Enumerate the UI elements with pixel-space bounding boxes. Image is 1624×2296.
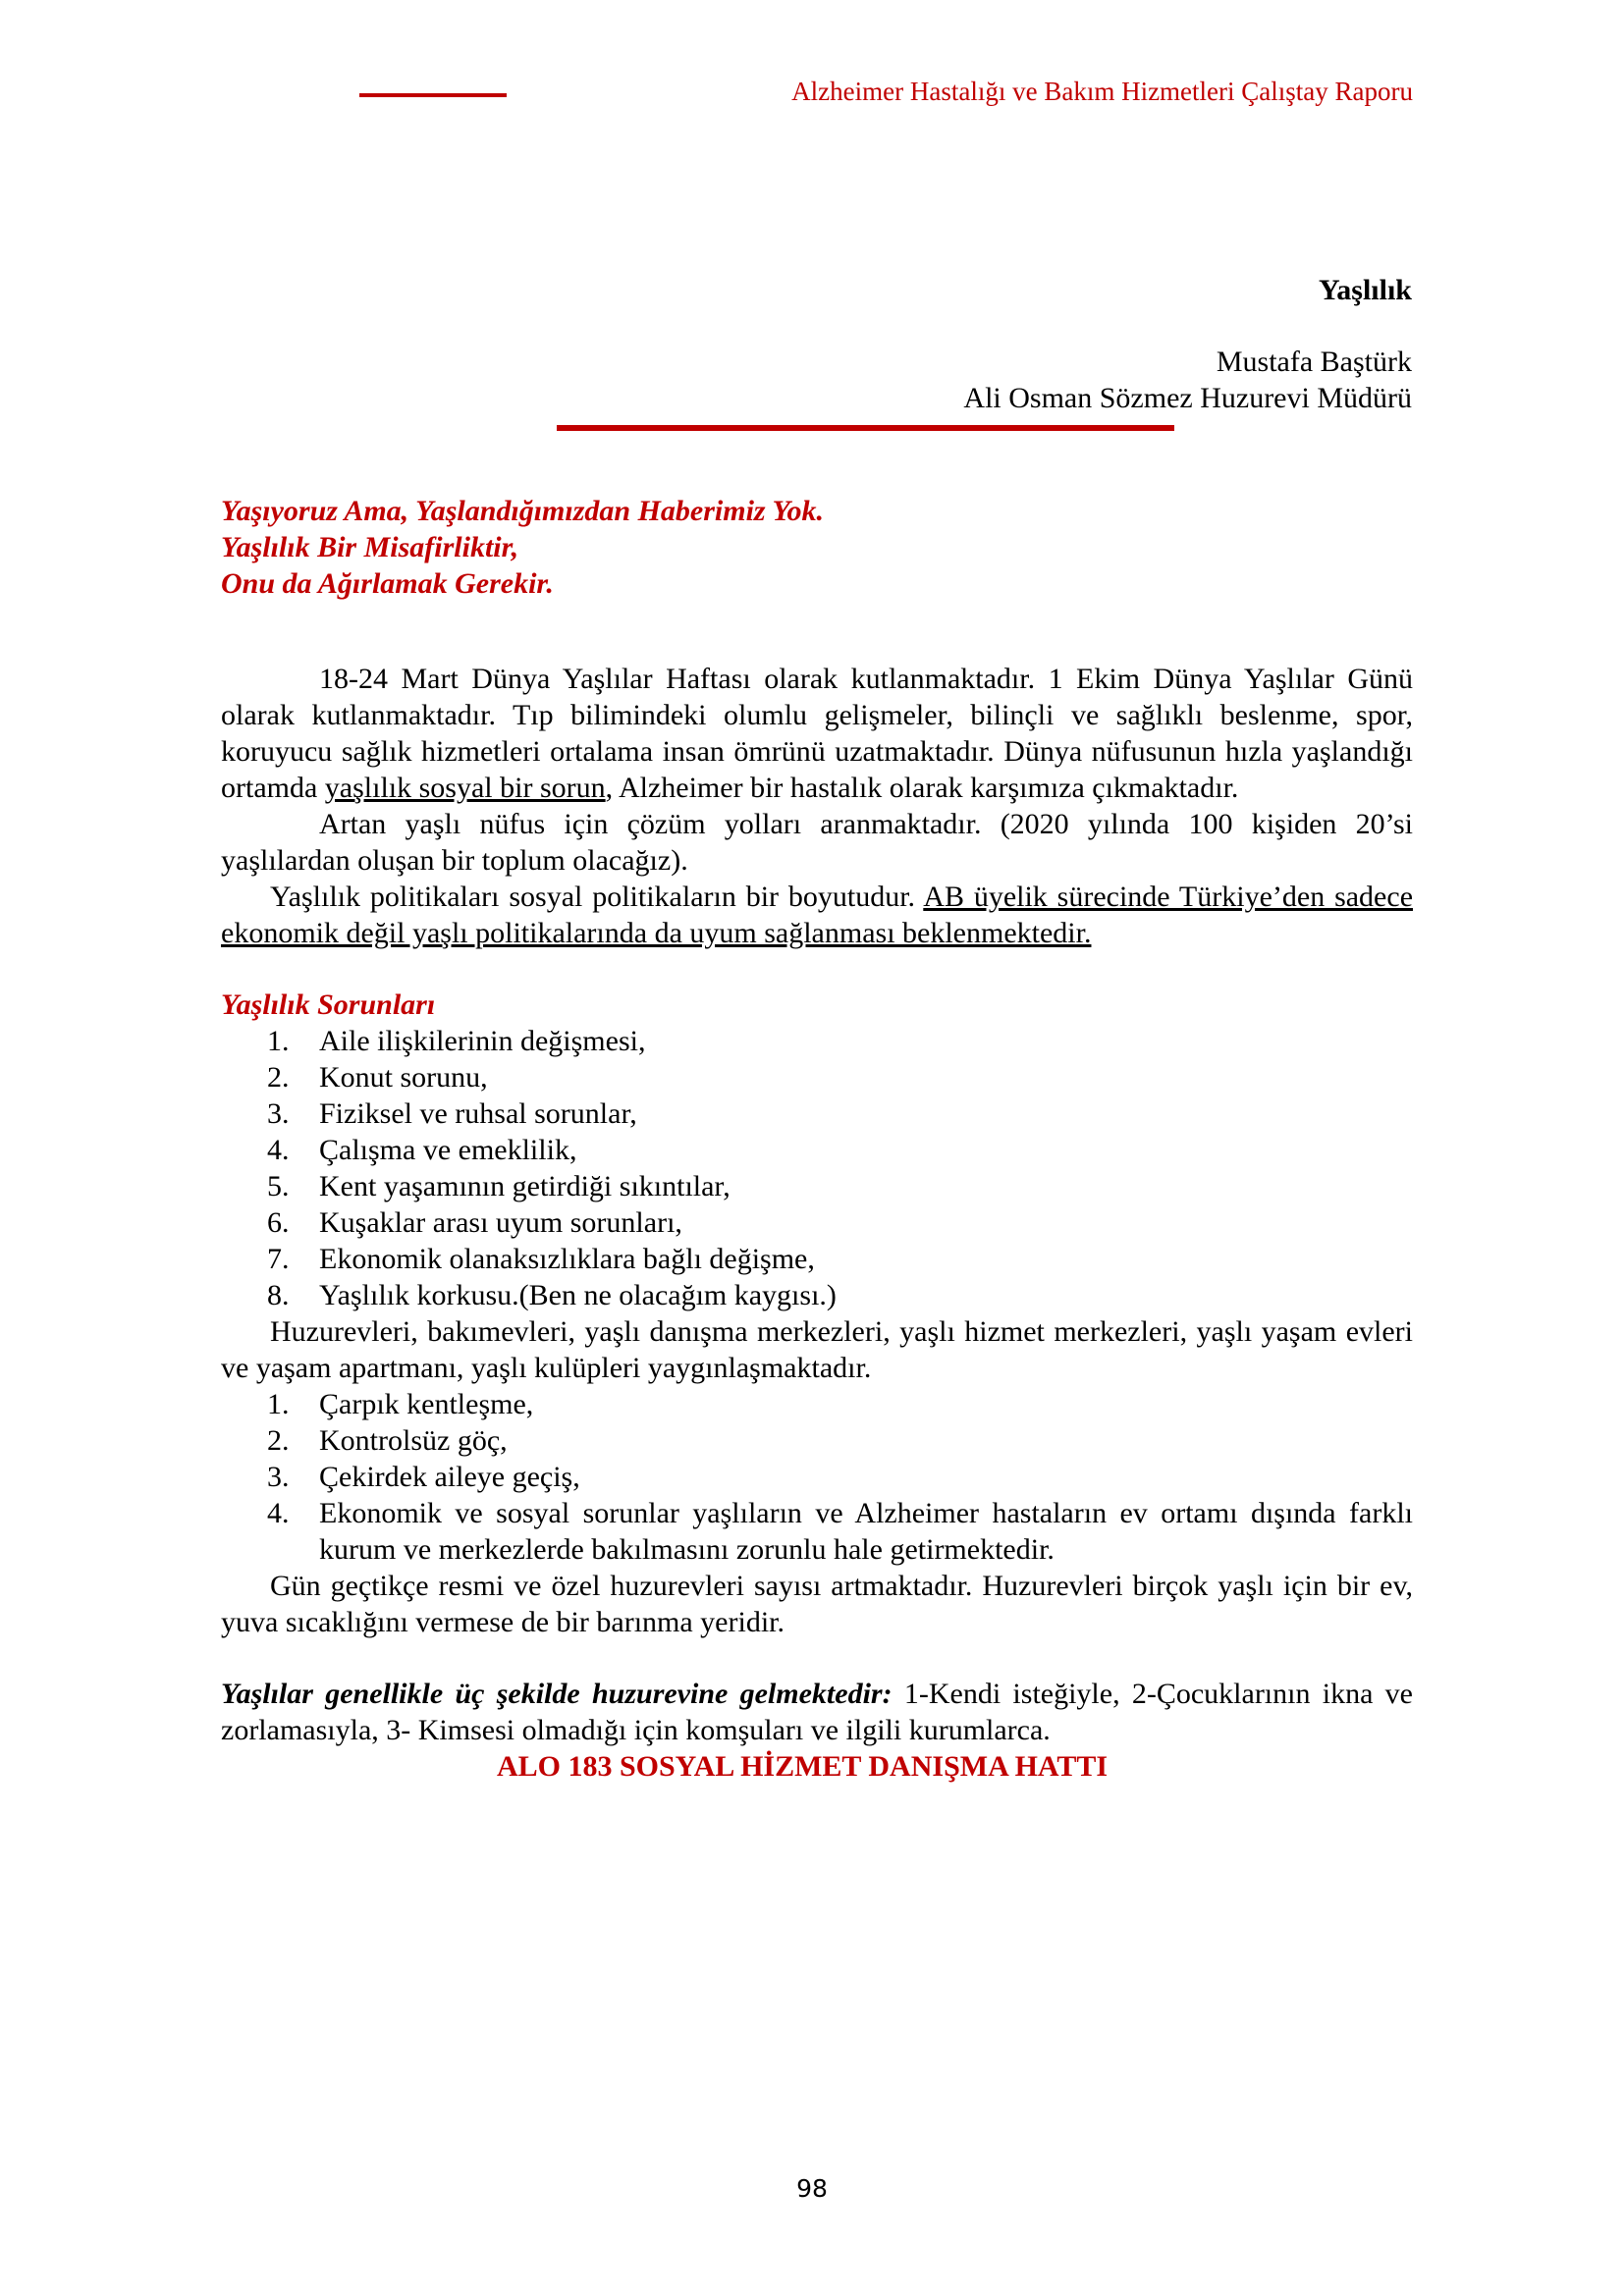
list-text: Çalışma ve emeklilik, (319, 1134, 577, 1166)
list-text: Kontrolsüz göç, (319, 1424, 508, 1457)
hotline: ALO 183 SOSYAL HİZMET DANIŞMA HATTI (496, 1750, 1109, 1783)
paragraph (221, 661, 1413, 806)
list-item (221, 1095, 1413, 1132)
problems-heading: Yaşlılık Sorunları (221, 988, 436, 1021)
list-number: 2. (267, 1061, 290, 1094)
paragraph: Artan yaşlı nüfus için çözüm yolları aranmaktadır. (2020 yılında 100 kişiden 20’si yaşlılardan oluşan bir toplum olacağız). (221, 808, 1413, 877)
paragraph-text: 18-24 Mart Dünya Yaşlılar Haftası olarak kutlanmaktadır. 1 Ekim Dünya Yaşlılar Günü olarak kutlanmaktadır. Tıp bilimindeki olumlu gelişmeler, bilinçli ve sağlıklı beslenme, spor, koruyucu sağlık hizmetleri ortalama insan ömrünü uzatmaktadır. Dünya nüfusunun hızla yaşlandığı ortamda (221, 663, 1413, 804)
running-header: Alzheimer Hastalığı ve Bakım Hizmetleri Çalıştay Raporu (791, 77, 1413, 106)
section-title: Yaşlılık (1318, 274, 1412, 306)
emphasis-text: Yaşlılar genellikle üç şekilde huzurevine gelmektedir: (221, 1678, 893, 1710)
list-item (221, 1059, 1413, 1095)
list-number: 5. (267, 1170, 290, 1202)
list-number: 3. (267, 1097, 290, 1130)
author-block (963, 344, 1412, 416)
list-item (221, 1386, 1413, 1422)
list-item (221, 1459, 1413, 1495)
list-text: Çekirdek aileye geçiş, (319, 1461, 580, 1493)
list-text: Fiziksel ve ruhsal sorunlar, (319, 1097, 637, 1130)
list-item (221, 1023, 1413, 1059)
list-number: 1. (267, 1025, 290, 1057)
paragraph: Huzurevleri, bakımevleri, yaşlı danışma merkezleri, yaşlı hizmet merkezleri, yaşlı yaşam evleri ve yaşam apartmanı, yaşlı kulüpleri yaygınlaşmaktadır. (221, 1315, 1413, 1384)
causes-list (221, 1386, 1413, 1568)
paragraph: Gün geçtikçe resmi ve özel huzurevleri sayısı artmaktadır. Huzurevleri birçok yaşlı için bir ev, yuva sıcaklığını vermese de bir barınma yeridir. (221, 1570, 1413, 1638)
author-name: Mustafa Baştürk (1216, 346, 1412, 378)
author-rule (557, 425, 1174, 431)
motto-line: Onu da Ağırlamak Gerekir. (221, 567, 554, 600)
paragraph-text: , Alzheimer bir hastalık olarak karşımıza çıkmaktadır. (605, 772, 1239, 804)
paragraph-text: Yaşlılık politikaları sosyal politikaların bir boyutudur. (270, 881, 924, 913)
list-number: 7. (267, 1243, 290, 1275)
list-item (221, 1422, 1413, 1459)
underlined-text: AB üyelik sürecinde Türkiye’den sadece ekonomik değil yaşlı politikalarında da uyum sağlanması beklenmektedir. (221, 881, 1414, 949)
list-number: 1. (267, 1388, 290, 1420)
list-item (221, 1277, 1413, 1313)
paragraph (221, 1676, 1413, 1748)
underlined-text: yaşlılık sosyal bir sorun (324, 772, 606, 804)
list-item (221, 1168, 1413, 1204)
article-body (221, 493, 1413, 1785)
list-text: Konut sorunu, (319, 1061, 488, 1094)
list-number: 4. (267, 1134, 290, 1166)
list-number: 3. (267, 1461, 290, 1493)
paragraph (221, 879, 1413, 951)
list-text: Aile ilişkilerinin değişmesi, (319, 1025, 646, 1057)
motto (221, 493, 1413, 602)
list-text: Kent yaşamının getirdiği sıkıntılar, (319, 1170, 731, 1202)
list-text: Ekonomik ve sosyal sorunlar yaşlıların ve Alzheimer hastaların ev ortamı dışında farklı kurum ve merkezlerde bakılmasını zorunlu hale getirmektedir. (319, 1497, 1413, 1566)
paragraph-text: 1-Kendi isteğiyle, 2-Çocuklarının ikna ve zorlamasıyla, 3- Kimsesi olmadığı için komşuları ve ilgili kurumlarca. (221, 1678, 1413, 1746)
list-text: Yaşlılık korkusu.(Ben ne olacağım kaygısı.) (319, 1279, 837, 1311)
list-number: 6. (267, 1206, 290, 1239)
list-item (221, 1495, 1413, 1568)
header-rule (359, 93, 507, 97)
list-item (221, 1241, 1413, 1277)
problems-list (221, 1023, 1413, 1313)
author-role: Ali Osman Sözmez Huzurevi Müdürü (963, 382, 1412, 414)
list-number: 8. (267, 1279, 290, 1311)
list-text: Çarpık kentleşme, (319, 1388, 534, 1420)
motto-line: Yaşlılık Bir Misafirliktir, (221, 531, 519, 563)
list-item (221, 1132, 1413, 1168)
list-number: 2. (267, 1424, 290, 1457)
list-number: 4. (267, 1497, 290, 1529)
list-text: Ekonomik olanaksızlıklara bağlı değişme, (319, 1243, 815, 1275)
motto-line: Yaşıyoruz Ama, Yaşlandığımızdan Haberimiz Yok. (221, 495, 825, 527)
list-text: Kuşaklar arası uyum sorunları, (319, 1206, 682, 1239)
page-number: 98 (796, 2174, 828, 2203)
list-item (221, 1204, 1413, 1241)
